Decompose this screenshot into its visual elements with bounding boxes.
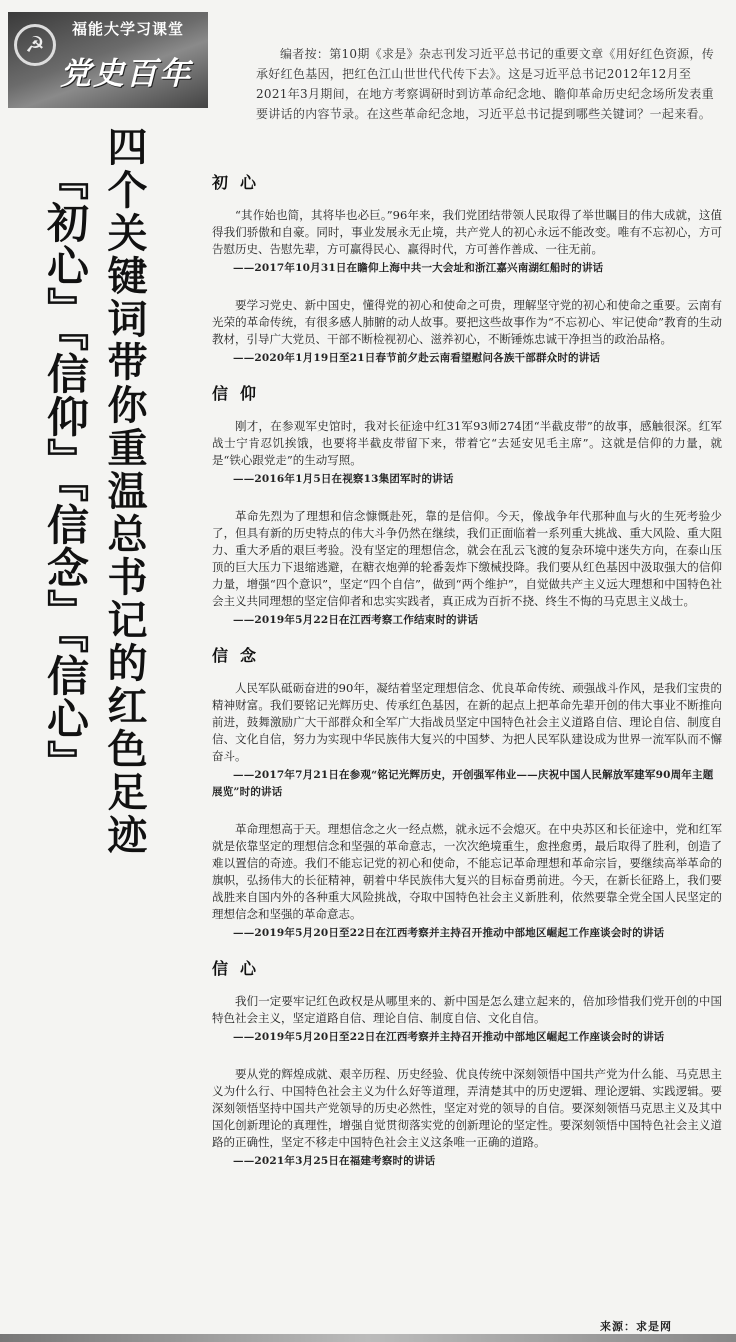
attribution: ——2016年1月5日在视察13集团军时的讲话 xyxy=(233,473,454,485)
paragraph: 人民军队砥砺奋进的90年，凝结着坚定理想信念、优良革命传统、顽强战斗作风，是我们宝贵的精神财富。我们要铭记光辉历史、传承红色基因，在新的起点上把革命先辈开创的伟大事业不断推向前进，鼓舞激励广大干部群众和全军广大指战员坚定中国特色社会主义道路自信、理论自信、制度自信、文化自信，努力为实现中华民族伟大复兴的中国梦、为把人民军队建设成为世界一流军队而不懈奋斗。 xyxy=(212,681,722,763)
section-xinnian xyxy=(212,643,722,942)
source-credit: 来源：求是网 xyxy=(600,1320,672,1333)
attribution: ——2019年5月22日在江西考察工作结束时的讲话 xyxy=(233,614,479,626)
section-heading: 信仰 xyxy=(212,384,269,403)
section-heading: 信念 xyxy=(212,646,269,665)
party-emblem-icon: ☭ xyxy=(14,24,56,66)
paragraph: 刚才，在参观军史馆时，我对长征途中红31军93师274团“半截皮带”的故事，感触很深。红军战士宁肯忍饥挨饿，也要将半截皮带留下来，带着它“去延安见毛主席”。这就是信仰的力量，就是“铁心跟党走”的生动写照。 xyxy=(212,419,722,467)
section-heading: 初心 xyxy=(212,173,269,192)
attribution: ——2021年3月25日在福建考察时的讲话 xyxy=(233,1155,436,1167)
paragraph: 我们一定要牢记红色政权是从哪里来的、新中国是怎么建立起来的，倍加珍惜我们党开创的中国特色社会主义，坚定道路自信、理论自信、制度自信、文化自信。 xyxy=(212,994,722,1025)
attribution: ——2017年10月31日在瞻仰上海中共一大会址和浙江嘉兴南湖红船时的讲话 xyxy=(233,262,604,274)
article-body xyxy=(212,170,722,1180)
attribution: ——2019年5月20日至22日在江西考察并主持召开推动中部地区崛起工作座谈会时的讲话 xyxy=(233,927,665,939)
masthead-subtitle: 福能大学习课堂 xyxy=(72,20,185,38)
masthead xyxy=(8,12,208,108)
attribution: ——2017年7月21日在参观“铭记光辉历史，开创强军伟业——庆祝中国人民解放军建军90周年主题展览”时的讲话 xyxy=(212,769,714,798)
masthead-title: 党史百年 xyxy=(60,56,192,92)
section-heading: 信心 xyxy=(212,959,269,978)
section-xinxin xyxy=(212,956,722,1170)
paragraph: “其作始也简，其将毕也必巨。”96年来，我们党团结带领人民取得了举世瞩目的伟大成就，这值得我们骄傲和自豪。同时，事业发展永无止境，共产党人的初心永远不能改变。唯有不忘初心，方可告慰历史、告慰先辈，方可赢得民心、赢得时代，方可善作善成、一往无前。 xyxy=(212,208,722,256)
headline-keywords: 『初心』『信仰』『信念』『信心』 xyxy=(41,158,90,783)
footer-bar xyxy=(0,1334,736,1342)
editor-note: 编者按：第10期《求是》杂志刊发习近平总书记的重要文章《用好红色资源，传承好红色基因，把红色江山世世代代传下去》。这是习近平总书记2012年12月至2021年3月期间，在地方考察调研时到访革命纪念地、瞻仰革命历史纪念场所发表重要讲话的内容节录。在这些革命纪念地，习近平总书记提到哪些关键词？一起来看。 xyxy=(256,47,715,121)
paragraph: 革命先烈为了理想和信念慷慨赴死，靠的是信仰。今天，像战争年代那种血与火的生死考验少了，但具有新的历史特点的伟大斗争仍然在继续，我们正面临着一系列重大挑战、重大风险、重大阻力、重大矛盾的艰巨考验。没有坚定的理想信念，就会在乱云飞渡的复杂环境中迷失方向，在泰山压顶的巨大压力下退缩逃避，在糖衣炮弹的轮番轰炸下缴械投降。我们要从红色基因中汲取强大的信仰力量，增强“四个意识”，坚定“四个自信”，做到“两个维护”，自觉做共产主义远大理想和中国特色社会主义共同理想的坚定信仰者和忠实实践者，真正成为百折不挠、终生不悔的马克思主义战士。 xyxy=(212,509,722,608)
headline-main: 四个关键词带你重温总书记的红色足迹 xyxy=(101,126,147,857)
attribution: ——2020年1月19日至21日春节前夕赴云南看望慰问各族干部群众时的讲话 xyxy=(233,352,601,364)
section-xinyang xyxy=(212,381,722,629)
paragraph: 要从党的辉煌成就、艰辛历程、历史经验、优良传统中深刻领悟中国共产党为什么能、马克思主义为什么行、中国特色社会主义为什么好等道理，弄清楚其中的历史逻辑、理论逻辑、实践逻辑。要深刻领悟坚持中国共产党领导的历史必然性，坚定对党的领导的自信。要深刻领悟马克思主义及其中国化创新理论的真理性，增强自觉贯彻落实党的创新理论的坚定性。要深刻领悟中国特色社会主义道路的正确性，坚定不移走中国特色社会主义这条唯一正确的道路。 xyxy=(212,1067,722,1149)
paragraph: 革命理想高于天。理想信念之火一经点燃，就永远不会熄灭。在中央苏区和长征途中，党和红军就是依靠坚定的理想信念和坚强的革命意志，一次次绝境重生，愈挫愈勇，最后取得了胜利，创造了难以置信的奇迹。我们不能忘记党的初心和使命，不能忘记革命理想和革命宗旨，要继续高举革命的旗帜，弘扬伟大的长征精神，朝着中华民族伟大复兴的目标奋勇前进。今天，在新长征路上，我们要战胜来自国内外的各种重大风险挑战，夺取中国特色社会主义新胜利，依然要靠全党全国人民坚定的理想信念和坚强的革命意志。 xyxy=(212,822,722,921)
section-chuxin xyxy=(212,170,722,367)
paragraph: 要学习党史、新中国史，懂得党的初心和使命之可贵，理解坚守党的初心和使命之重要。云南有光荣的革命传统，有很多感人肺腑的动人故事。要把这些故事作为“不忘初心、牢记使命”教育的生动教材，引导广大党员、干部不断检视初心、滋养初心，不断锤炼忠诚干净担当的政治品格。 xyxy=(212,298,722,346)
attribution: ——2019年5月20日至22日在江西考察并主持召开推动中部地区崛起工作座谈会时的讲话 xyxy=(233,1031,665,1043)
